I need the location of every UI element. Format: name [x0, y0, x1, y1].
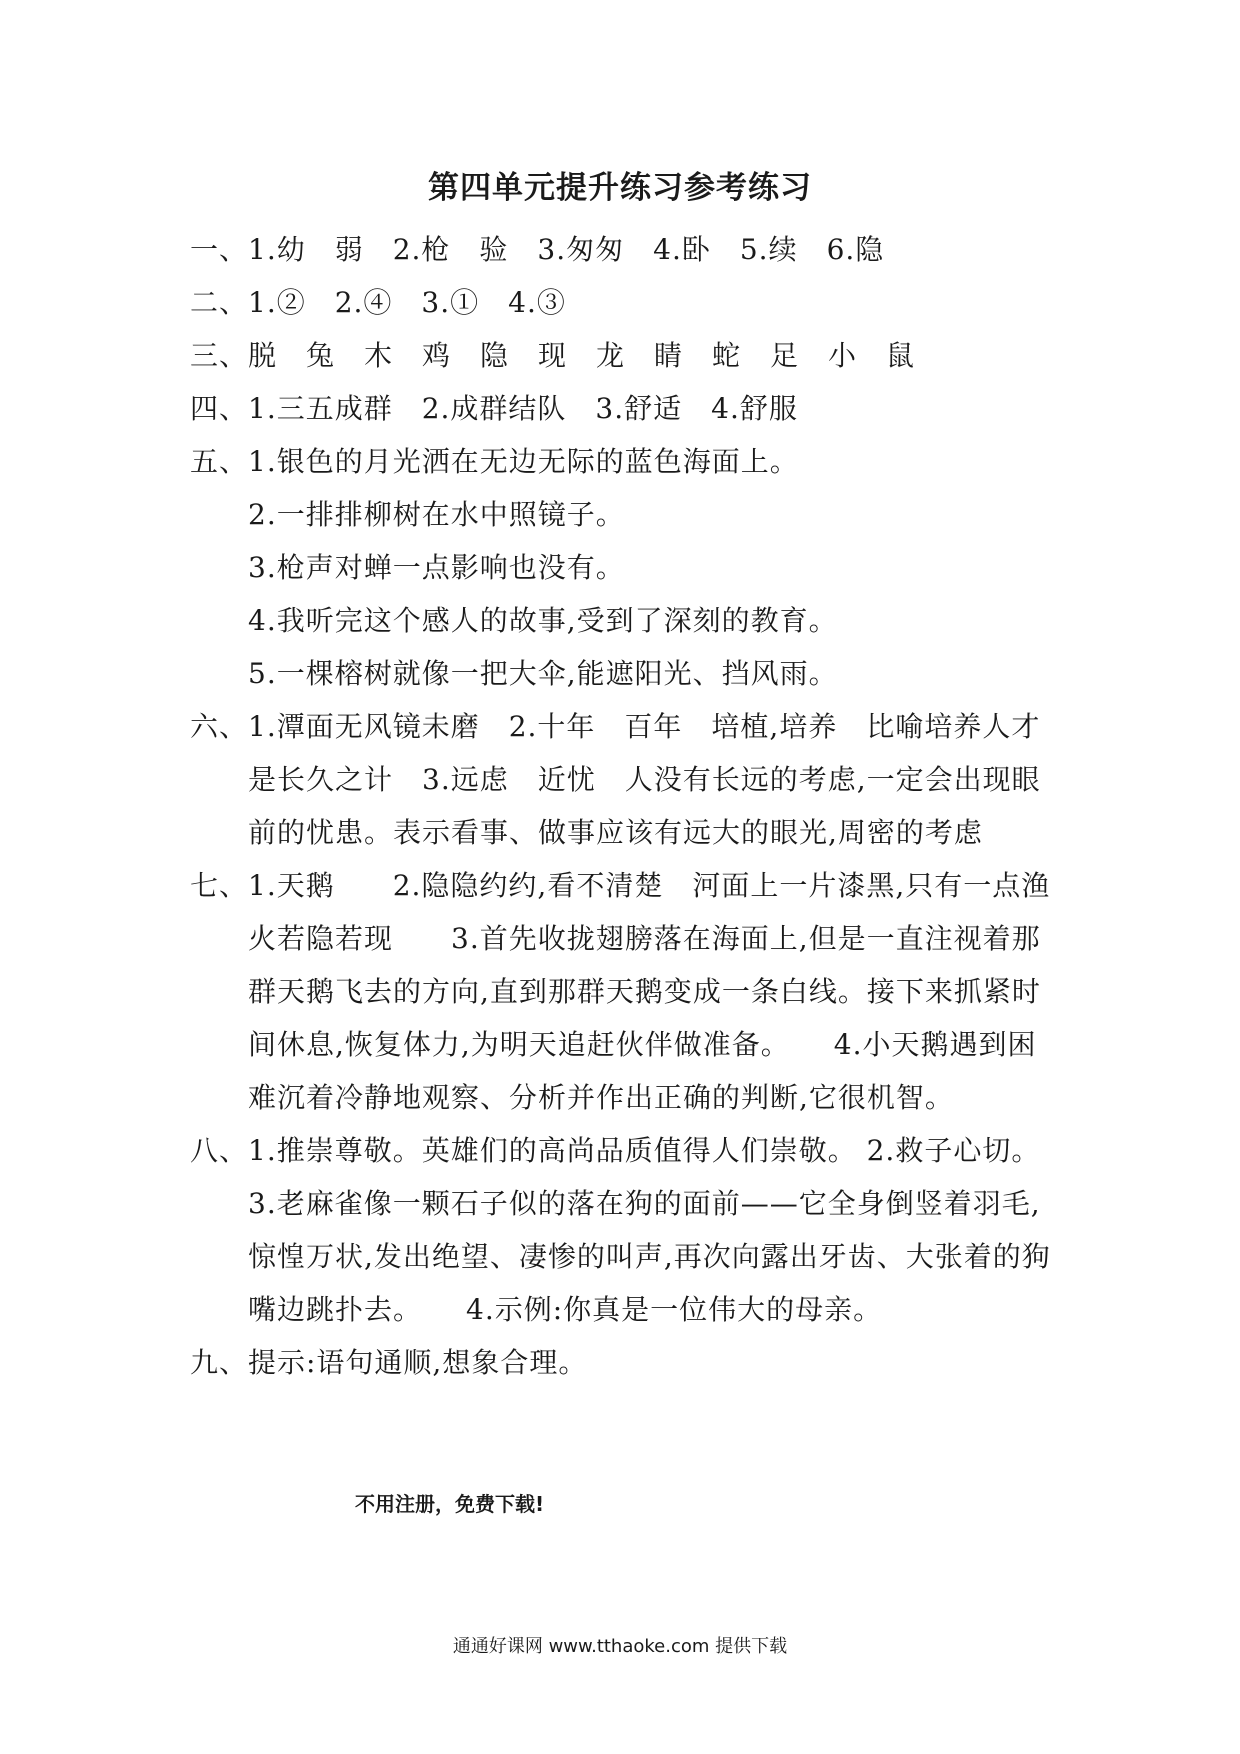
page-title: 第四单元提升练习参考练习 — [428, 170, 812, 206]
answer-line-8-cont-1: 3.老麻雀像一颗石子似的落在狗的面前——它全身倒竖着羽毛, — [248, 1187, 1041, 1220]
answer-line-8-cont-2: 惊惶万状,发出绝望、凄惨的叫声,再次向露出牙齿、大张着的狗 — [248, 1240, 1051, 1273]
answer-line-2: 二、1.② 2.④ 3.① 4.③ — [190, 286, 566, 319]
answer-line-6-cont-1: 是长久之计 3.远虑 近忧 人没有长远的考虑,一定会出现眼 — [248, 763, 1041, 796]
answer-line-8-cont-3: 嘴边跳扑去。 4.示例:你真是一位伟大的母亲。 — [248, 1293, 883, 1326]
answer-line-7-cont-3: 间休息,恢复体力,为明天追赶伙伴做准备。 4.小天鹅遇到困 — [248, 1028, 1037, 1061]
answer-line-7: 七、1.天鹅 2.隐隐约约,看不清楚 河面上一片漆黑,只有一点渔 — [190, 869, 1051, 902]
answer-line-5-3: 3.枪声对蝉一点影响也没有。 — [248, 551, 625, 584]
answer-line-6: 六、1.潭面无风镜未磨 2.十年 百年 培植,培养 比喻培养人才 — [190, 710, 1041, 743]
answer-line-8: 八、1.推崇尊敬。英雄们的高尚品质值得人们崇敬。 2.救子心切。 — [190, 1134, 1041, 1167]
answer-line-7-cont-1: 火若隐若现 3.首先收拢翅膀落在海面上,但是一直注视着那 — [248, 922, 1041, 955]
download-note: 不用注册，免费下载! — [355, 1492, 545, 1516]
answer-line-5-4: 4.我听完这个感人的故事,受到了深刻的教育。 — [248, 604, 838, 637]
footer-source: 通通好课网 www.tthaoke.com 提供下载 — [452, 1636, 788, 1657]
answer-line-5-2: 2.一排排柳树在水中照镜子。 — [248, 498, 625, 531]
answer-line-6-cont-2: 前的忧患。表示看事、做事应该有远大的眼光,周密的考虑 — [248, 816, 983, 849]
answer-line-7-cont-2: 群天鹅飞去的方向,直到那群天鹅变成一条白线。接下来抓紧时 — [248, 975, 1041, 1008]
answer-line-1: 一、1.幼 弱 2.枪 验 3.匆匆 4.卧 5.续 6.隐 — [190, 233, 885, 266]
answer-line-5-5: 5.一棵榕树就像一把大伞,能遮阳光、挡风雨。 — [248, 657, 838, 690]
answer-line-9: 九、提示:语句通顺,想象合理。 — [190, 1346, 588, 1379]
answer-line-7-cont-4: 难沉着冷静地观察、分析并作出正确的判断,它很机智。 — [248, 1081, 954, 1114]
answer-line-5: 五、1.银色的月光洒在无边无际的蓝色海面上。 — [190, 445, 799, 478]
answer-line-3: 三、脱 兔 木 鸡 隐 现 龙 睛 蛇 足 小 鼠 — [190, 339, 916, 372]
answer-line-4: 四、1.三五成群 2.成群结队 3.舒适 4.舒服 — [190, 392, 798, 425]
